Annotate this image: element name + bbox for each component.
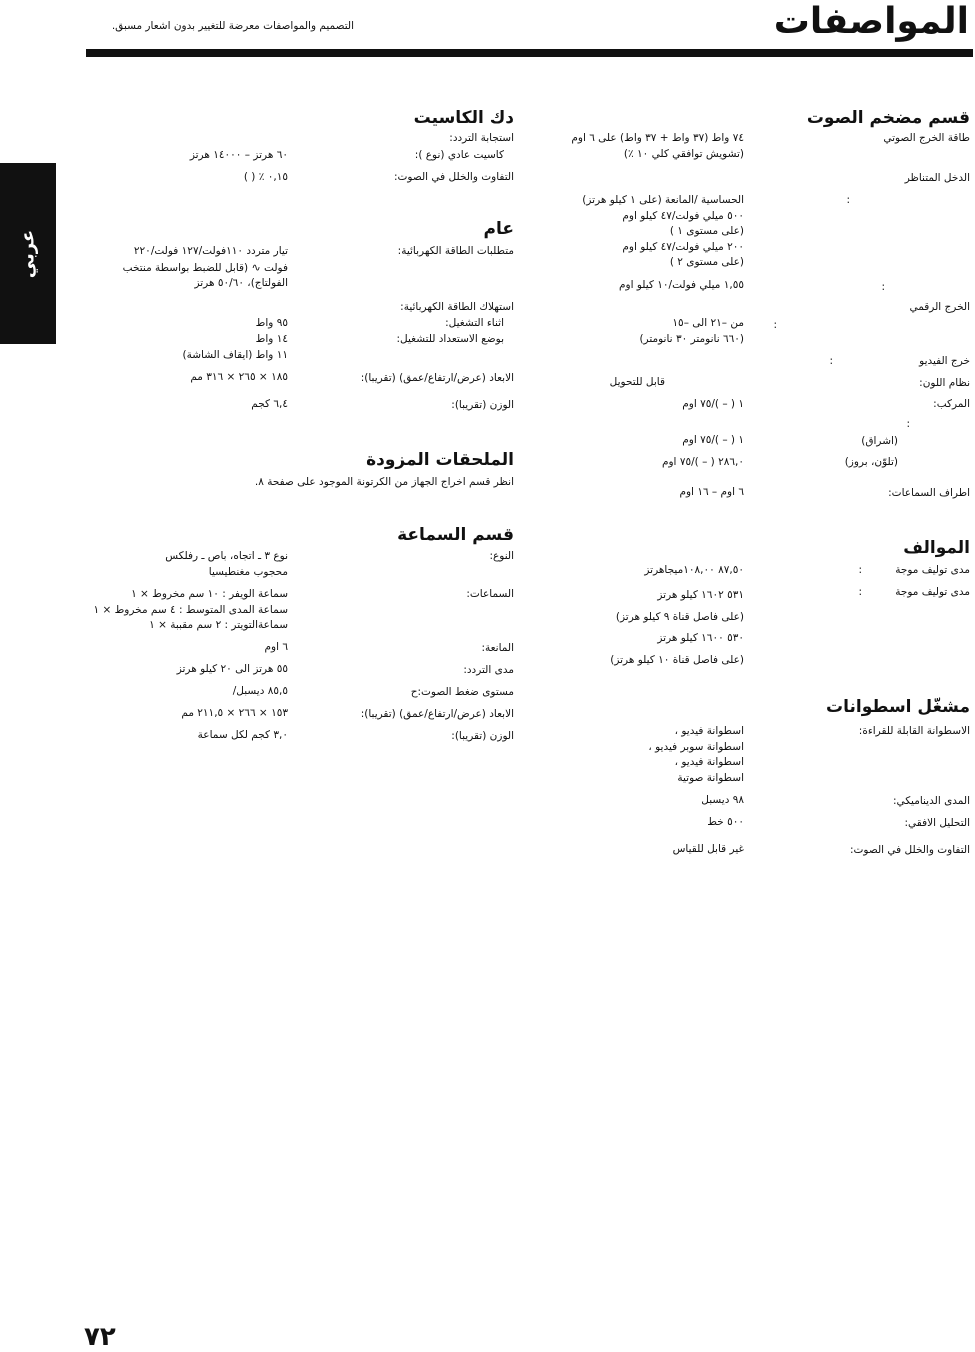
power-requirements-value	[123, 244, 288, 292]
speaker-terminals-label: اطراف السماعات:	[888, 487, 970, 499]
speaker-drivers-value: سماعة الويفر : ١٠ سم مخروط × ١ سماعة المدى المتوسط : ٤ سم مخروط × ١ سماعةالتويتر : ٢ سم مقببة × ١	[93, 588, 288, 631]
power-consumption-label: استهلاك الطاقة الكهربائية:	[400, 301, 514, 313]
analog-input-value: الحساسية /المانعة (على ١ كيلو هرتز) ٥٠٠ ميلي فولت/٤٧ كيلو اوم (على مستوى ١ ) ٢٠٠ ميلي فولت/٤٧ كيلو اوم (على مستوى ٢ )	[582, 194, 744, 268]
digital-output-label: الخرج الرقمي	[909, 301, 970, 313]
speaker-impedance-label: المانعة:	[481, 642, 514, 654]
dimensions-label: الابعاد (عرض/ارتفاع/عمق) (تقريبا):	[360, 372, 514, 384]
speaker-terminals-value: ٦ اوم – ١٦ اوم	[679, 486, 744, 498]
general-title: عام	[483, 219, 514, 239]
speaker-dimensions-value: ١٥٣ × ٢٦٦ × ٢١١,٥ مم	[181, 707, 288, 719]
am-range-value: ٥٣١ ١٦٠٢ كيلو هرتز (على فاصل قناة ٩ كيلو هرتز) ٥٣٠ ١٦٠٠ كيلو هرتز (على فاصل قناة ١٠ كيلو هرتز)	[610, 589, 744, 666]
cassette-wow-label: التفاوت والخلل في الصوت:	[394, 171, 514, 183]
fm-range-label: مدى توليف موجة	[895, 564, 970, 576]
speaker-drivers-label: السماعات:	[466, 588, 514, 600]
dynamic-range-label: المدى الديناميكي:	[892, 795, 970, 807]
cassette-freq-value: ٦٠ هرتز – ١٤٠٠٠ هرتز	[189, 149, 288, 161]
power-req-line-1: تيار متردد ١١٠فولت/١٢٧ فولت/٢٢٠	[133, 245, 288, 257]
dimensions-value: ١٨٥ × ٢٦٥ × ٣١٦ مم	[190, 371, 288, 383]
luma-label: (اشراق)	[861, 435, 898, 447]
horizontal-resolution-value: ٥٠٠ خط	[707, 816, 744, 828]
page-number: ٧٢	[84, 1322, 116, 1352]
chroma-label: (تلوّن، بروز)	[844, 456, 898, 468]
speaker-impedance-value: ٦ اوم	[264, 641, 288, 653]
video-output-colon: :	[829, 355, 833, 367]
operating-label: اثناء التشغيل:	[445, 317, 504, 329]
header-note: التصميم والمواصفات معرضة للتغيير بدون اشعار مسبق.	[111, 20, 354, 32]
speaker-title: قسم السماعة	[397, 525, 514, 545]
analog-input-colon-1: :	[846, 194, 850, 206]
s-video-colon: :	[906, 418, 910, 430]
analog-input-label: الدخل المتناظر	[904, 172, 970, 184]
speaker-weight-label: الوزن (تقريبا):	[451, 730, 514, 742]
ac-wave-icon: ∿	[251, 260, 261, 274]
fm-range-colon: :	[858, 564, 862, 576]
speaker-spl-label: مستوى ضغط الصوت:ح	[410, 686, 514, 698]
speaker-freq-label: مدى التردد:	[463, 664, 514, 676]
chroma-value: ٢٨٦,٠ ( – )/٧٥ اوم	[661, 456, 744, 468]
composite-label: المركب:	[933, 398, 970, 410]
operating-value: ٩٥ واط	[255, 317, 288, 329]
cassette-wow-value: ٠,١٥ ٪ ( )	[243, 171, 288, 183]
cassette-freq-label: استجابة التردد:	[449, 132, 514, 144]
cassette-title: دك الكاسيت	[413, 108, 514, 128]
language-tab-label: عربي	[17, 229, 39, 278]
accessories-text: انظر قسم اخراج الجهاز من الكرتونة الموجود على صفحة ٨.	[254, 476, 514, 488]
disc-wow-flutter-value: غير قابل للقياس	[672, 843, 744, 855]
speaker-dimensions-label: الابعاد (عرض/ارتفاع/عمق) (تقريبا):	[360, 708, 514, 720]
power-req-adjustable: (قابل للضبط بواسطة منتخب	[122, 261, 249, 274]
power-req-line-3: الفولتاج)، ٥٠/٦٠ هرتز	[194, 277, 288, 289]
accessories-title: الملحقات المزودة	[366, 450, 514, 470]
speaker-freq-value: ٥٥ هرتز الى ٢٠ كيلو هرتز	[176, 663, 288, 675]
language-side-tab	[0, 163, 56, 344]
output-power-label: طاقة الخرج الصوتي	[883, 132, 970, 144]
speaker-spl-value: ٨٥,٥ ديسبل/	[232, 685, 288, 697]
disc-wow-flutter-label: التفاوت والخلل في الصوت:	[850, 844, 970, 856]
luma-value: ١ ( – )/٧٥ اوم	[682, 434, 744, 446]
weight-label: الوزن (تقريبا):	[451, 399, 514, 411]
playable-discs-label: الاسطوانة القابلة للقراءة:	[858, 725, 970, 737]
cassette-normal-tape-label: كاسيت عادي (نوع ):	[414, 149, 504, 161]
dynamic-range-value: ٩٨ ديسبل	[701, 794, 744, 806]
analog-input-value-2: ١,٥٥ ميلي فولت/١٠ كيلو اوم	[619, 279, 744, 291]
speaker-type-value: نوع ٣ ـ اتجاه، باص ـ رفلكس محجوب مغنطيسيا	[165, 550, 288, 578]
audio-amp-title: قسم مضخم الصوت	[806, 108, 970, 128]
speaker-type-label: النوع:	[489, 550, 514, 562]
am-range-label: مدى توليف موجة	[895, 586, 970, 598]
page-title: المواصفات	[773, 1, 969, 42]
standby-value: ١٤ واط ١١ واط (ايقاف الشاشة)	[182, 333, 288, 361]
color-system-value: قابل للتحويل	[609, 376, 665, 388]
digital-output-value: من –٢١ الى –١٥ (٦٦٠ نانومتر ٣٠ نانومتر)	[639, 317, 744, 345]
analog-input-colon-2: :	[881, 281, 885, 293]
color-system-label: نظام اللون:	[919, 377, 970, 389]
fm-range-value: ٨٧,٥٠ ١٠٨,٠٠ميجاهرتز	[644, 564, 744, 576]
composite-value: ١ ( – )/٧٥ اوم	[682, 398, 744, 410]
digital-output-colon: :	[773, 319, 777, 331]
disc-player-title: مشغّل اسطوانات	[826, 697, 970, 717]
am-range-colon: :	[858, 586, 862, 598]
power-requirements-label: متطلبات الطاقة الكهربائية:	[397, 245, 514, 257]
output-power-value: ٧٤ واط (٣٧ واط + ٣٧ واط) على ٦ اوم (تشويش توافقي كلي ١٠ ٪)	[571, 132, 744, 160]
tuner-title: الموالف	[903, 538, 970, 558]
header-rule	[86, 49, 973, 57]
power-req-line-2	[123, 260, 288, 277]
power-req-volt: فولت	[264, 261, 288, 274]
standby-label: بوضع الاستعداد للتشغيل:	[396, 333, 504, 345]
weight-value: ٦,٤ كجم	[251, 398, 288, 410]
speaker-weight-value: ٣,٠ كجم لكل سماعة	[197, 729, 288, 741]
video-output-label: خرج الفيديو	[919, 355, 970, 367]
horizontal-resolution-label: التحليل الافقي:	[904, 817, 970, 829]
playable-discs-value: اسطوانة فيديو ، اسطوانة سوبر فيديو ، اسطوانة فيديو ، اسطوانة صوتية	[648, 725, 744, 784]
